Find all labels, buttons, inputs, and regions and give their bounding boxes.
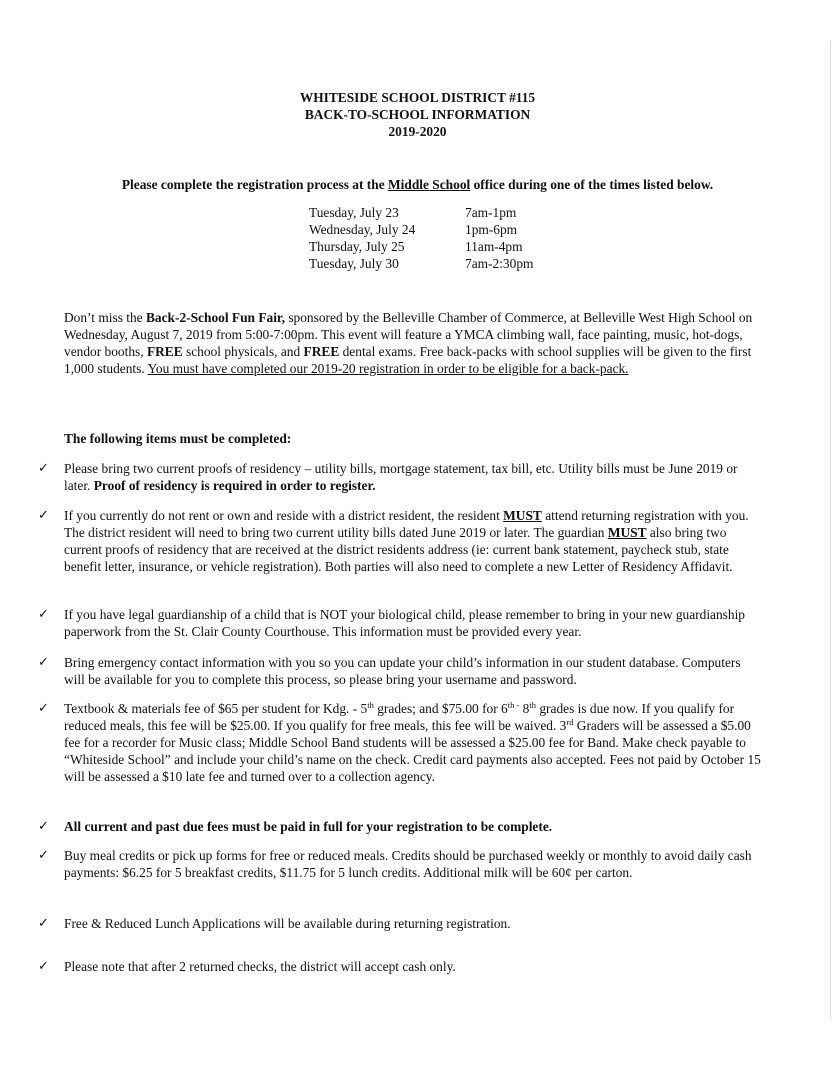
checkmark-icon: ✓ — [38, 848, 49, 863]
list-item-lunch-applications — [38, 915, 764, 932]
fair-text: Don’t miss the — [64, 310, 146, 325]
fair-free-label: FREE — [146, 344, 183, 359]
schedule-day: Tuesday, July 23 — [309, 205, 399, 220]
schedule-row — [309, 221, 533, 238]
middle-school-location: Middle School — [388, 177, 471, 192]
item-text: Textbook & materials fee of $65 per student for Kdg. - 5 — [64, 701, 368, 716]
schedule-day: Wednesday, July 24 — [309, 222, 416, 237]
schedule-row — [309, 204, 533, 221]
item-text: also bring two current proofs of residency that are received at the district residents address (ie: current bank statement, paycheck stub, state benefit letter, insurance, or vehicle registration). Both parties will also need to complete a new Letter of Residency Affidavit. — [64, 525, 733, 574]
checkmark-icon: ✓ — [38, 959, 49, 974]
checkmark-icon: ✓ — [38, 508, 49, 523]
item-emphasis: MUST — [607, 525, 647, 540]
item-emphasis: Proof of residency is required in order to register. — [93, 478, 376, 493]
item-text: Please note that after 2 returned checks, the district will accept cash only. — [64, 959, 456, 974]
schedule-time: 11am-4pm — [465, 239, 523, 254]
schedule-day: Thursday, July 25 — [309, 239, 405, 254]
list-item-past-due-fees — [38, 818, 764, 835]
superscript: th - — [507, 700, 520, 710]
item-text: 8 — [519, 701, 530, 716]
item-text: grades; and $75.00 for 6 — [373, 701, 508, 716]
item-text: Free & Reduced Lunch Applications will be available during returning registration. — [64, 916, 511, 931]
checkmark-icon: ✓ — [38, 461, 49, 476]
fair-text: school physicals, and — [182, 344, 304, 359]
list-item-fees — [38, 700, 764, 785]
item-text: Buy meal credits or pick up forms for free or reduced meals. Credits should be purchased weekly or monthly to avoid daily cash payments: $6.25 for 5 breakfast credits, $11.75 for 5 lunch credits. Additional milk will be 60¢ per carton. — [64, 848, 752, 880]
item-text: grades is due now. If you qualify for reduced meals, this fee will be $25.00. If you qualify for free meals, this fee will be waived. 3 — [64, 701, 735, 733]
schedule-time: 7am-2:30pm — [465, 256, 534, 271]
superscript: rd — [566, 717, 574, 727]
items-heading: The following items must be completed: — [64, 431, 292, 446]
fun-fair-paragraph — [64, 309, 764, 377]
item-text: attend returning registration with you. The district resident will need to bring two current utility bills dated June 2019 or later. The guardian — [64, 508, 749, 540]
instruction-text-before: Please complete the registration process at the — [121, 177, 389, 192]
fair-text: sponsored by the Belleville Chamber of Commerce, at Belleville West High School on Wednesday, August 7, 2019 from 5:00-7:00pm. This event will feature a YMCA climbing wall, face painting, music, hot-dogs, vendor booths, — [64, 310, 753, 359]
item-text: Graders will be assessed a $5.00 fee for a recorder for Music class; Middle School Band students will be assessed a $25.00 fee for Band. Make check payable to “Whiteside School” and include your child’s name on the check. Credit card payments also accepted. Fees not paid by October 15 will be assessed a $10 late fee and turned over to a collection agency. — [64, 718, 761, 784]
item-text: Bring emergency contact information with you so you can update your child’s information in our student database. Computers will be available for you to complete this process, so please bring your username and password. — [64, 655, 741, 687]
superscript: th — [367, 700, 374, 710]
checkmark-icon: ✓ — [38, 916, 49, 931]
item-text: If you have legal guardianship of a child that is NOT your biological child, please remember to bring in your new guardianship paperwork from the St. Clair County Courthouse. This information must be provided every year. — [64, 607, 746, 639]
checkmark-icon: ✓ — [38, 701, 49, 716]
schedule-row — [309, 255, 533, 272]
list-item-returned-checks — [38, 958, 764, 975]
registration-schedule — [309, 204, 533, 272]
schedule-row — [309, 238, 533, 255]
district-title: WHITESIDE SCHOOL DISTRICT #115 — [299, 90, 536, 105]
registration-instruction — [0, 176, 835, 193]
school-year: 2019-2020 — [388, 124, 447, 139]
fair-free-label: FREE — [303, 344, 340, 359]
fair-eligibility-note: You must have completed our 2019-20 registration in order to be eligible for a back-pack. — [147, 361, 629, 376]
item-text: If you currently do not rent or own and reside with a district resident, the resident — [64, 508, 504, 523]
schedule-day: Tuesday, July 30 — [309, 256, 399, 271]
checkmark-icon: ✓ — [38, 819, 49, 834]
fair-event-name: Back-2-School Fun Fair, — [145, 310, 285, 325]
document-header — [0, 89, 835, 140]
schedule-time: 1pm-6pm — [465, 222, 518, 237]
document-title: BACK-TO-SCHOOL INFORMATION — [304, 107, 531, 122]
superscript: th — [529, 700, 536, 710]
item-emphasis: All current and past due fees must be paid in full for your registration to be complete. — [64, 819, 553, 834]
checkmark-icon: ✓ — [38, 607, 49, 622]
item-text: Please bring two current proofs of residency – utility bills, mortgage statement, tax bill, etc. Utility bills must be June 2019 or later. — [64, 461, 738, 493]
list-item-residency — [38, 460, 764, 494]
fair-text: dental exams. Free back-packs with school supplies will be given to the first 1,000 students. — [64, 344, 752, 376]
schedule-time: 7am-1pm — [465, 205, 517, 220]
list-item-meal-credits — [38, 847, 764, 881]
list-item-guardianship — [38, 606, 764, 640]
list-item-guardian — [38, 507, 764, 575]
instruction-text-after: office during one of the times listed below. — [470, 177, 714, 192]
checkmark-icon: ✓ — [38, 655, 49, 670]
item-emphasis: MUST — [503, 508, 542, 523]
list-item-emergency-contact — [38, 654, 764, 688]
